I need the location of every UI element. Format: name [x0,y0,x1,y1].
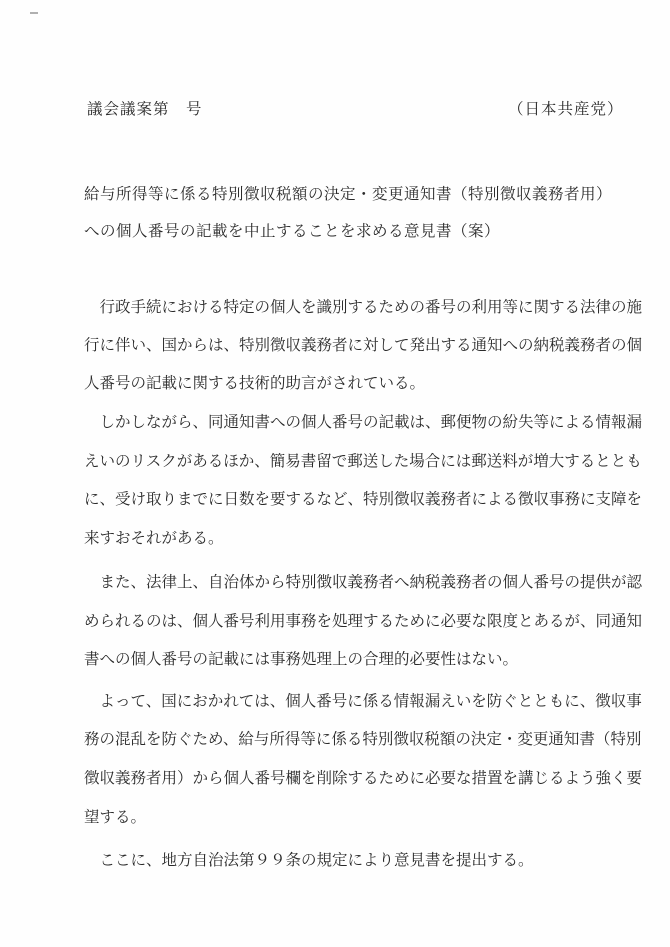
party-name: （日本共産党） [508,100,624,118]
document-title-line-2: への個人番号の記載を中止することを求める意見書（案） [84,222,501,240]
body-line: 徴収義務者用）から個人番号欄を削除するために必要な措置を講じるよう強く要 [84,769,643,787]
document-title-line-1: 給与所得等に係る特別徴収税額の決定・変更通知書（特別徴収義務者用） [84,185,613,203]
body-line: められるのは、個人番号利用事務を処理するために必要な限度とあるが、同通知 [84,612,643,630]
body-line: えいのリスクがあるほか、簡易書留で郵送した場合には郵送料が増大するととも [84,452,642,470]
body-line: 務の混乱を防ぐため、給与所得等に係る特別徴収税額の決定・変更通知書（特別 [84,730,642,748]
body-line: 望する。 [84,808,147,826]
body-line: ここに、地方自治法第９９条の規定により意見書を提出する。 [84,851,534,869]
body-line: 書への個人番号の記載には事務処理上の合理的必要性はない。 [84,650,519,668]
body-line: しかしながら、同通知書への個人番号の記載は、郵便物の紛失等による情報漏 [84,413,643,431]
body-line: 行に伴い、国からは、特別徴収義務者に対して発出する通知への納税義務者の個 [84,336,643,354]
body-line: に、受け取りまでに日数を要するなど、特別徴収義務者による徴収事務に支障を [84,490,643,508]
scan-artifact [30,12,38,14]
body-line: よって、国におかれては、個人番号に係る情報漏えいを防ぐとともに、徴収事 [84,692,642,710]
proposal-number-label: 議会議案第 号 [87,100,203,118]
body-line: 行政手続における特定の個人を識別するための番号の利用等に関する法律の施 [84,298,643,316]
body-line: 人番号の記載に関する技術的助言がされている。 [84,374,426,392]
body-line: また、法律上、自治体から特別徴収義務者へ納税義務者の個人番号の提供が認 [84,573,643,591]
body-line: 来すおそれがある。 [84,529,224,547]
